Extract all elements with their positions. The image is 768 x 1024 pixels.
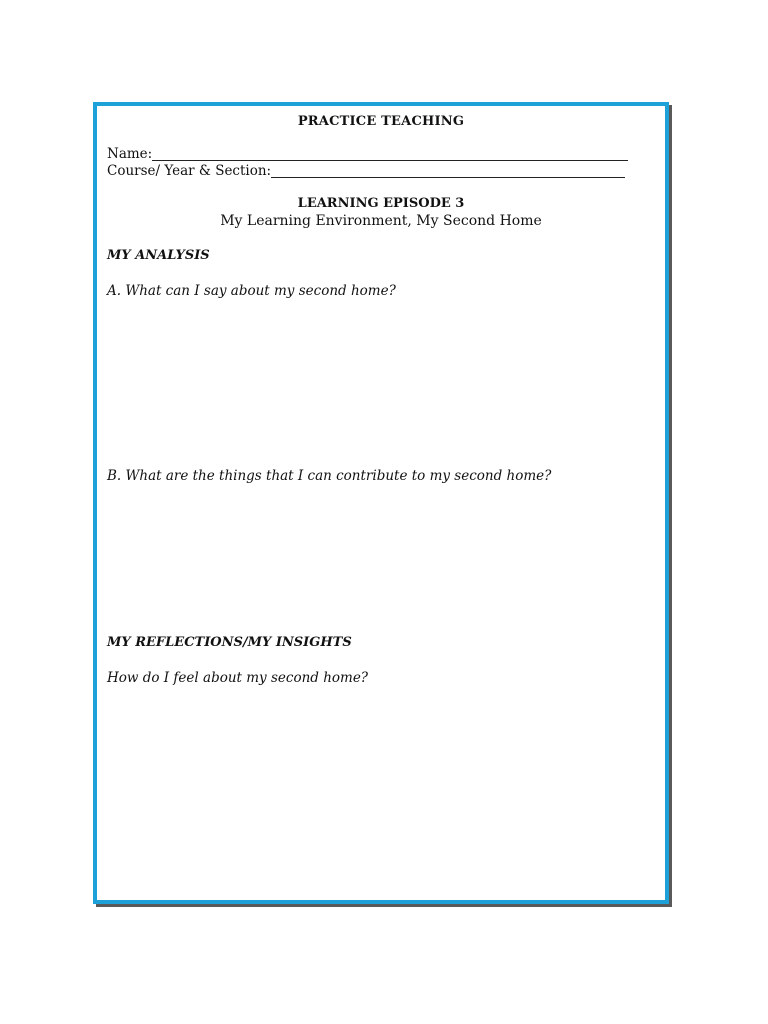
reflection-answer-area[interactable]	[107, 693, 655, 883]
question-b: B. What are the things that I can contribute to my second home?	[107, 468, 552, 484]
page-title: PRACTICE TEACHING	[297, 114, 465, 129]
episode-subtitle: My Learning Environment, My Second Home	[220, 213, 542, 229]
course-year-section-blank-line[interactable]	[271, 164, 625, 178]
answer-area-a[interactable]	[107, 306, 655, 456]
analysis-heading: MY ANALYSIS	[107, 248, 210, 263]
course-field-row	[107, 163, 625, 180]
course-year-section-label: Course/ Year & Section:	[107, 163, 272, 179]
name-label: Name:	[107, 146, 153, 162]
question-a: A. What can I say about my second home?	[107, 283, 396, 299]
name-field-row	[107, 146, 628, 163]
episode-label: LEARNING EPISODE 3	[297, 196, 465, 211]
name-blank-line[interactable]	[152, 147, 628, 161]
answer-area-b[interactable]	[107, 491, 655, 621]
reflections-heading: MY REFLECTIONS/MY INSIGHTS	[107, 635, 352, 650]
worksheet-frame	[93, 102, 669, 904]
reflection-question: How do I feel about my second home?	[107, 670, 369, 686]
